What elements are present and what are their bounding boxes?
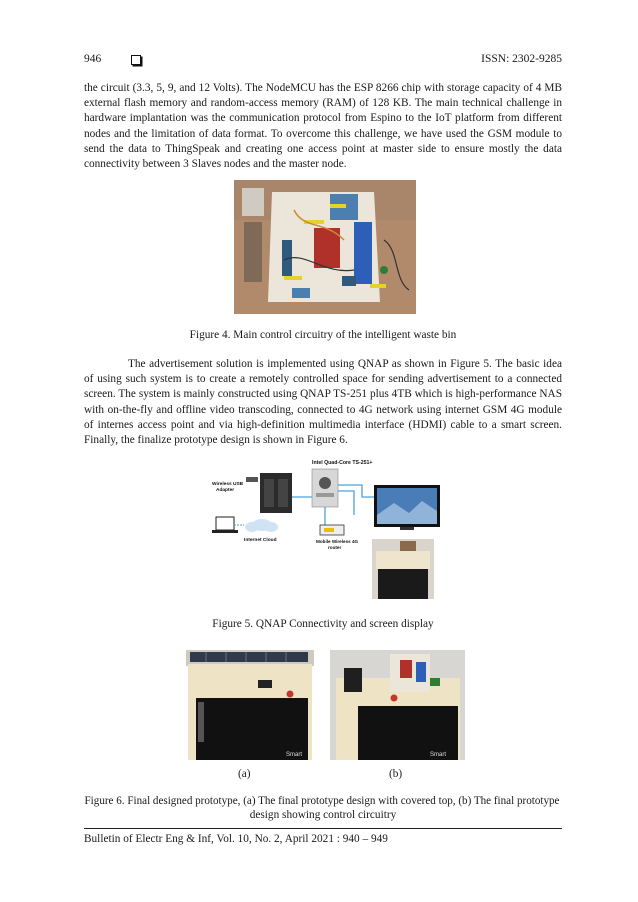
cloud-label: Internet Cloud <box>244 538 277 543</box>
footer-rule <box>84 828 562 829</box>
qnap-device-icon <box>312 469 338 507</box>
cloud-icon <box>245 519 278 532</box>
body-paragraph-1: the circuit (3.3, 5, 9, and 12 Volts). The NodeMCU has the ESP 8266 chip with storage capacity of 4 MB external flash memory and random-access memory (RAM) of 128 KB. The main technical challenge in hardware implantation was the communication protocol from Espino to the IoT platform from different nodes and the limitation of data format. To overcome this challenge, we have used the GSM module to send the data to ThingSpeak and creating one access point at master side to ensure mostly the data connectivity between 3 Slaves nodes and the master node. <box>84 82 562 171</box>
square-icon <box>131 55 141 65</box>
figure-6-sublabel-b: (b) <box>389 768 403 780</box>
usb-adapter-label-1: Wireless USB <box>212 482 244 487</box>
router-label-2: router <box>328 545 342 550</box>
figure-6b-image <box>330 650 465 760</box>
tv-screen-icon <box>374 485 440 530</box>
router-label-1: Mobile Wireless 4G <box>316 539 359 544</box>
figure-6-caption-line-1: Figure 6. Final designed prototype, (a) The final prototype design with covered top, (b) The final prototype <box>84 795 560 807</box>
figure-6-caption-line-2: design showing control circuitry <box>249 809 397 821</box>
figure-6a-image <box>186 650 314 760</box>
usb-adapter-label-2: Adapter <box>216 488 235 493</box>
nas-box-icon <box>260 473 292 513</box>
prototype-photo <box>372 539 434 599</box>
body-paragraph-2: The advertisement solution is implemented using QNAP as shown in Figure 5. The basic idea of using such system is to create a remotely controlled space for sending advertisement to a connected screen. The system is mainly constructed using QNAP TS-251 plus 4TB which is high-performance NAS with on-the-fly and offline video transcoding, connected to 4G network using internet GSM 4G module of internes access point and via high-definition multimedia interface (HDMI) cable to a smart screen. Finally, the finalize prototype design is shown in Figure 6. <box>84 358 562 447</box>
nas-label: Intel Quad-Core TS-251+ <box>312 460 373 466</box>
smart-logo-b: Smart <box>430 752 447 758</box>
usb-adapter-icon <box>246 477 258 482</box>
figure-4-caption: Figure 4. Main control circuitry of the intelligent waste bin <box>189 329 457 341</box>
router-icon <box>320 525 344 535</box>
page-footer: Bulletin of Electr Eng & Inf, Vol. 10, No. 2, April 2021 : 940 – 949 <box>84 833 388 845</box>
page-number: 946 <box>84 53 102 65</box>
figure-5-caption: Figure 5. QNAP Connectivity and screen display <box>212 618 434 630</box>
figure-5-diagram <box>204 455 468 600</box>
figure-4-image <box>234 180 416 314</box>
smart-logo-a: Smart <box>286 752 303 758</box>
issn: ISSN: 2302-9285 <box>481 53 562 65</box>
page-header <box>84 53 562 69</box>
figure-6-sublabel-a: (a) <box>238 768 251 780</box>
